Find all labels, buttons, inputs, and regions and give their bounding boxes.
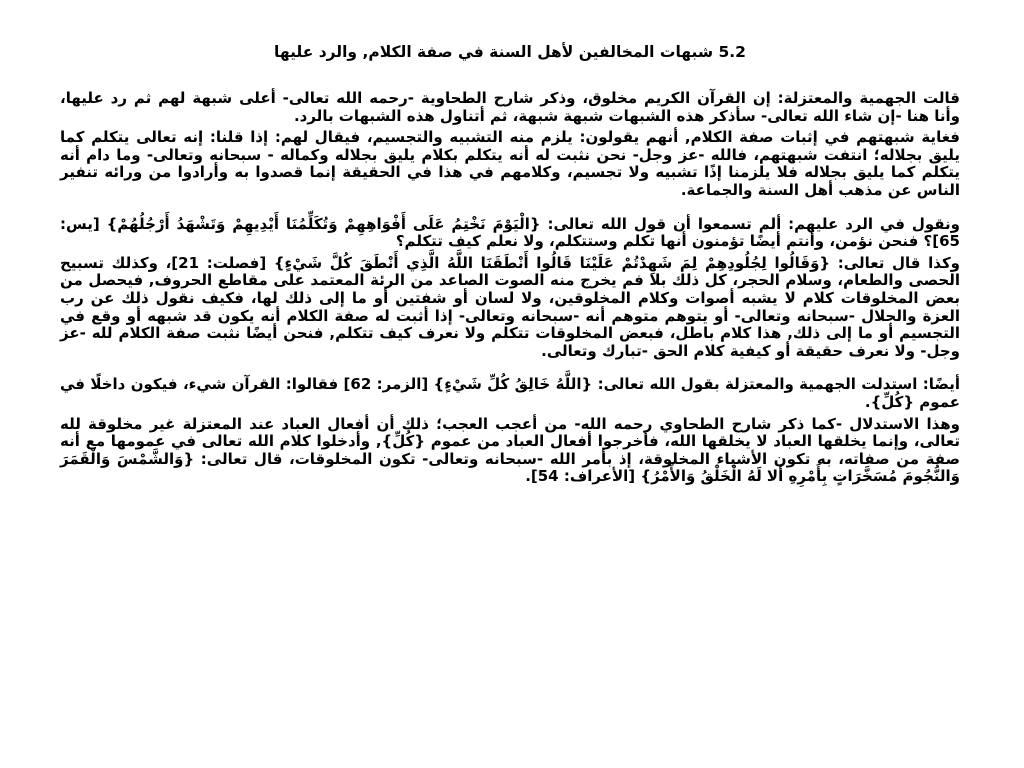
text-block-second-argument bbox=[60, 376, 960, 486]
paragraph: قالت الجهمية والمعتزلة: إن القرآن الكريم مخلوق، وذكر شارح الطحاوية -رحمه الله تعالى- أعلى شبهة لهم ثم رد عليها، وأنا هنا -إن شاء الله تعالى- سأذكر هذه الشبهات شبهة شبهة، ثم أتناول هذه الشبهات بالرد. bbox=[60, 89, 960, 125]
text-block-rebuttal bbox=[60, 216, 960, 361]
section-heading: 5.2 شبهات المخالفين لأهل السنة في صفة الكلام, والرد عليها bbox=[274, 43, 746, 61]
document-page bbox=[60, 40, 960, 758]
paragraph: وهذا الاستدلال -كما ذكر شارح الطحاوي رحمه الله- من أعجب العجب؛ ذلك أن أفعال العباد عند المعتزلة غير مخلوقة لله تعالى، وإنما يخلقها العباد لا يخلقها الله، فأخرجوا أفعال العباد من عموم {كُلِّ}, وأدخلوا كلام الله تعالى في عمومها مع أنه صفة من صفاته، به تكون الأشياء المخلوقة، إذ بأمر الله -سبحانه وتعالى- تكون المخلوقات، قال تعالى: {وَالشَّمْسَ وَالْقَمَرَ وَالنُّجُومَ مُسَخَّرَاتٍ بِأَمْرِهِ أَلا لَهُ الْخَلْقُ وَالأَمْرُ} [الأعراف: 54]. bbox=[60, 414, 960, 486]
paragraph: وكذا قال تعالى: {وَقَالُوا لِجُلُودِهِمْ لِمَ شَهِدْتُمْ عَلَيْنَا قَالُوا أَنْطَقَنَا اللَّهُ الَّذِي أَنْطَقَ كُلَّ شَيْءٍ} [فصلت: 21]، وكذلك تسبيح الحصى والطعام، وسلام الحجر، كل ذلك بلا فم يخرج منه الصوت الصاعد من الرئة المعتمد على مقاطع الحروف, فيحصل من بعض المخلوقات كلام لا يشبه أصوات وكلام المخلوقين، ولا لسان أو شفتين أو ما إلى ذلك لها، فكيف نقول ذلك عن رب العزة والجلال -سبحانه وتعالى- أو يتوهم متوهم أنه -سبحانه وتعالى- إذا أثبت له صفة الكلام أنه يكون قد شبهه أو وقع في التجسيم أو ما إلى ذلك, هذا كلام باطل، فبعض المخلوقات تتكلم ولا نعرف كيف تتكلم, فنحن أيضًا نثبت صفة الكلام لله -عز وجل- ولا نعرف حقيقة أو كيفية كلام الحق -تبارك وتعالى. bbox=[60, 253, 960, 360]
paragraph: ونقول في الرد عليهم: ألم تسمعوا أن قول الله تعالى: {الْيَوْمَ نَخْتِمُ عَلَى أَفْوَاهِهِمْ وَتُكَلِّمُنَا أَيْدِيهِمْ وَتَشْهَدُ أَرْجُلُهُمْ} [يس: 65]؟ فنحن نؤمن، وأنتم أيضًا تؤمنون أنها تكلم وستتكلم، ولا نعلم كيف تتكلم؟ bbox=[60, 214, 960, 251]
paragraph: أيضًا: استدلت الجهمية والمعتزلة بقول الله تعالى: {اللَّهُ خَالِقُ كُلِّ شَيْءٍ} [الزمر: 62] فقالوا: القرآن شيء، فيكون داخلًا في عموم {كُلِّ}. bbox=[60, 375, 960, 411]
paragraph: فغاية شبهتهم في إثبات صفة الكلام, أنهم يقولون: يلزم منه التشبيه والتجسيم، فيقال لهم: إذا قلنا: إنه تعالى يتكلم كما يليق بجلاله؛ انتفت شبهتهم، فالله -عز وجل- نحن نثبت له أنه يتكلم بكلام يليق بجلاله وكماله - سبحانه وتعالى- وما دام أنه يتكلم كما يليق بجلاله فلا يلزمنا إذًا تشبيه ولا تجسيم، وكلامهم في هذا في الحقيقة إنما قصدوا به وأرادوا من ورائه تنفير الناس عن مذهب أهل السنة والجماعة. bbox=[60, 128, 960, 199]
text-block-intro bbox=[60, 90, 960, 200]
